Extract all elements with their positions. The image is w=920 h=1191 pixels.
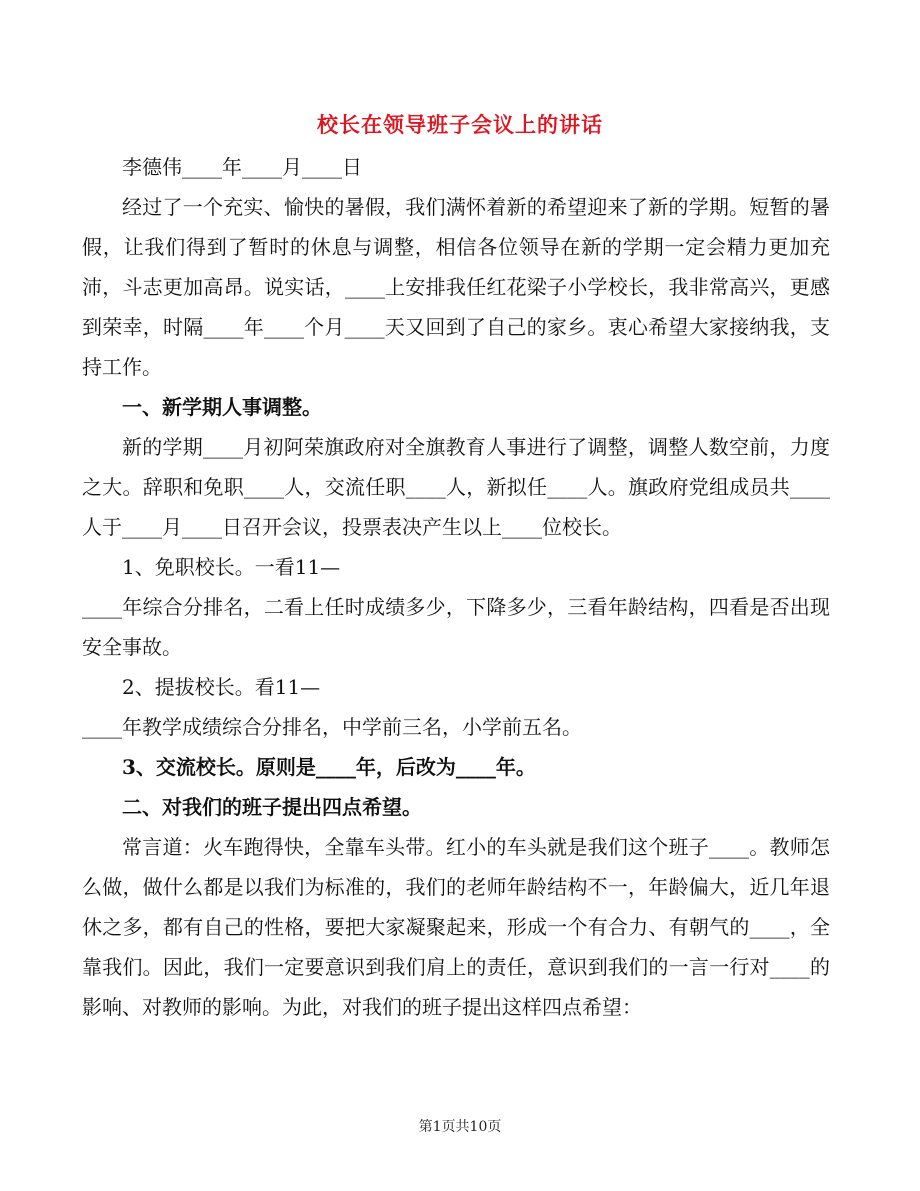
paragraph-hopes: 常言道：火车跑得快，全靠车头带。红小的车头就是我们这个班子____。教师怎么做，做什么都是以我们为标准的，我们的老师年龄结构不一，年龄偏大，近几年退休之多，都有自己的性格，要把大家凝聚起来，形成一个有合力、有朝气的____，全靠我们。因此，我们一定要意识到我们肩上的责任，意识到我们的一言一行对____的影响、对教师的影响。为此，对我们的班子提出这样四点希望： (82, 835, 830, 1019)
section-heading-1: 一、新学期人事调整。 (122, 395, 322, 419)
item-promotion-detail: ____年教学成绩综合分排名，中学前三名，小学前五名。 (82, 715, 582, 739)
author-date-line: 李德伟____年____月____日 (122, 155, 362, 179)
item-exchange: 3、交流校长。原则是____年，后改为____年。 (122, 755, 536, 779)
section-heading-2: 二、对我们的班子提出四点希望。 (122, 795, 422, 819)
item-promotion-heading: 2、提拔校长。看11— (122, 675, 321, 699)
paragraph-intro: 经过了一个充实、愉快的暑假，我们满怀着新的希望迎来了新的学期。短暂的暑假，让我们得到了暂时的休息与调整，相信各位领导在新的学期一定会精力更加充沛，斗志更加高昂。说实话，____上安排我任红花梁子小学校长，我非常高兴，更感到荣幸，时隔____年____个月____天又回到了自己的家乡。衷心希望大家接纳我，支持工作。 (82, 195, 830, 379)
item-dismissal-heading: 1、免职校长。一看11— (122, 555, 341, 579)
document-title: 校长在领导班子会议上的讲话 (317, 112, 603, 137)
document-body (82, 147, 830, 1027)
item-dismissal-detail: ____年综合分排名，二看上任时成绩多少，下降多少，三看年龄结构，四看是否出现安全事故。 (82, 595, 830, 659)
page-number: 第1页共10页 (418, 1119, 502, 1135)
paragraph-personnel: 新的学期____月初阿荣旗政府对全旗教育人事进行了调整，调整人数空前，力度之大。辞职和免职____人，交流任职____人，新拟任____人。旗政府党组成员共____人于____月____日召开会议，投票表决产生以上____位校长。 (82, 435, 830, 539)
